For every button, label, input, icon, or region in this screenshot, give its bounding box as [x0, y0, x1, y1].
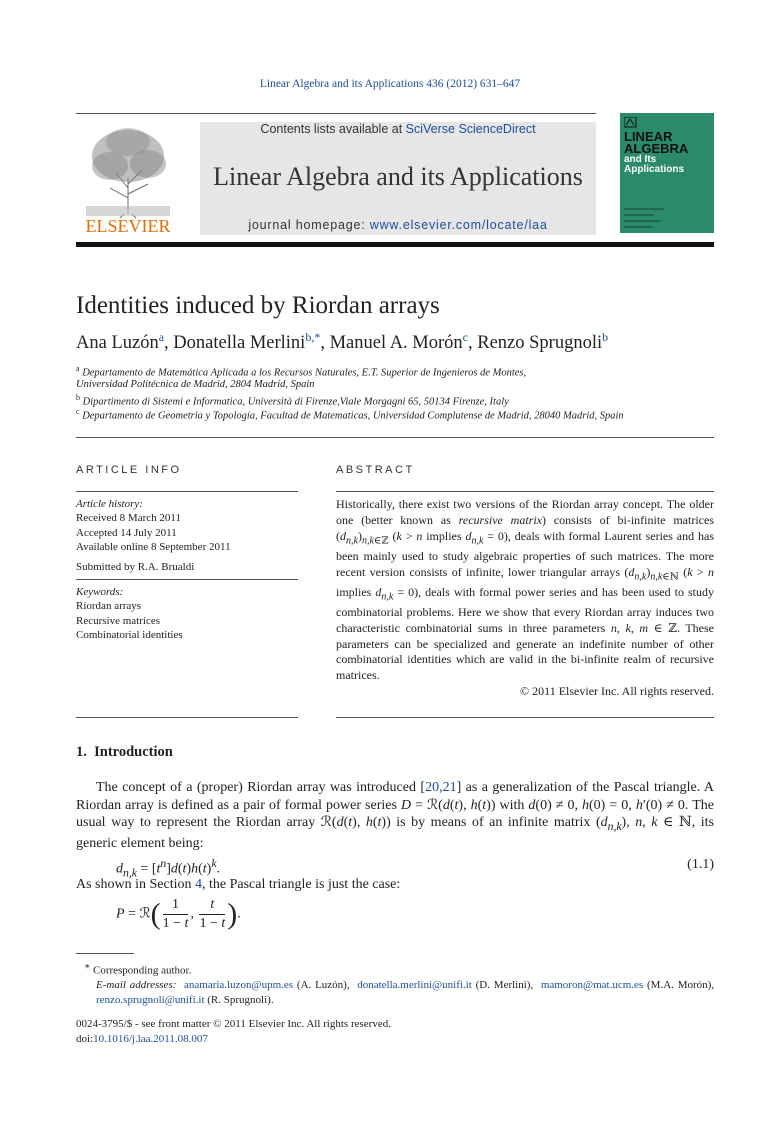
- email-addresses: E-mail addresses: anamaria.luzon@upm.es (A. Luzón), donatella.merlini@unifi.it (D. Merlini), mamoron@mat.ucm.es (M.A. Morón), renzo.sprugnoli@unifi.it (R. Sprugnoli).: [96, 979, 715, 1006]
- journal-reference[interactable]: Linear Algebra and its Applications 436 (2012) 631–647: [259, 78, 521, 90]
- article-history: [76, 497, 231, 574]
- journal-title: Linear Algebra and its Applications: [213, 162, 583, 191]
- issn-line: 0024-3795/$ - see front matter © 2011 Elsevier Inc. All rights reserved.: [76, 1018, 391, 1030]
- keyword-item: Combinatorial identities: [76, 628, 183, 641]
- abstract-heading: ABSTRACT: [336, 464, 415, 476]
- contents-line: Contents lists available at SciVerse ScienceDirect: [260, 122, 536, 136]
- doi-link[interactable]: 10.1016/j.laa.2011.08.007: [93, 1032, 208, 1045]
- header-rule: [76, 113, 596, 114]
- affiliation-mark[interactable]: c: [462, 330, 468, 344]
- front-matter: [76, 1017, 391, 1046]
- submitted-by: Submitted by R.A. Brualdi: [76, 561, 195, 574]
- author-name: Donatella Merlini: [173, 333, 306, 354]
- equation-1-1: $d_{n,k} = [t^n]d(t)h(t)^k$. (1.1): [116, 857, 714, 880]
- email-link[interactable]: mamoron@mat.ucm.es: [540, 979, 644, 992]
- cover-subtitle: and Its: [624, 154, 657, 165]
- keywords-label: Keywords:: [76, 586, 124, 598]
- section-link[interactable]: 4: [195, 877, 202, 892]
- article-title: Identities induced by Riordan arrays: [76, 292, 440, 319]
- received-date: Received 8 March 2011: [76, 512, 181, 525]
- section-title: 1. Introduction: [76, 744, 173, 760]
- cover-subtitle-2: Applications: [624, 164, 685, 175]
- keyword-item: Riordan arrays: [76, 600, 142, 613]
- affiliation-rule: [76, 437, 714, 438]
- info-rule: [76, 717, 298, 718]
- affiliation-c: $^c$ Departamento de Geometria y Topología, Facultad de Matematicas, Universidad Complutense de Madrid, 28040 Madrid, Spain: [76, 407, 624, 422]
- info-rule: [76, 491, 298, 492]
- accepted-date: Accepted 14 July 2011: [76, 526, 177, 539]
- affiliation-b: $^b$ Dipartimento di Sistemi e Informatica, Università di Firenze,Viale Morgagni 65, 50134 Firenze, Italy: [76, 393, 509, 408]
- abstract-rule: [336, 491, 714, 492]
- journal-cover: [620, 113, 714, 233]
- section-body-continued: As shown in Section 4, the Pascal triangle is just the case:: [76, 877, 401, 892]
- cover-fineprint-icon: [624, 205, 684, 229]
- journal-masthead: [200, 122, 596, 235]
- cover-emblem-icon: [624, 117, 638, 129]
- citation-link[interactable]: 20,21: [425, 780, 457, 795]
- author-list: Ana Luzón$^a$, Donatella Merlini$^{b,*}$, Manuel A. Morón$^c$, Renzo Sprugnoli$^b$: [76, 330, 609, 354]
- affiliation-a-line2: Universidad Politécnica de Madrid, 2804 Madrid, Spain: [76, 379, 315, 390]
- author-name: Ana Luzón: [76, 333, 159, 354]
- abstract-copyright: © 2011 Elsevier Inc. All rights reserved.: [520, 683, 714, 698]
- elsevier-wordmark: ELSEVIER: [85, 216, 171, 236]
- affiliation-a: $^a$ Departamento de Matemática Aplicada a los Recursos Naturales, E.T. Superior de Ingenieros de Montes,: [76, 364, 527, 379]
- affiliation-mark[interactable]: a: [158, 330, 165, 344]
- history-label: Article history:: [76, 498, 143, 510]
- cover-title: LINEAR: [624, 129, 673, 144]
- header-thick-rule: [76, 242, 714, 247]
- doi-line: doi:10.1016/j.laa.2011.08.007: [76, 1032, 208, 1045]
- equation-pascal: P = ℛ( $\frac{1}{1 - t}$ , $\frac{t}{1 - t}$ ).: [116, 897, 241, 931]
- footnotes: [76, 959, 714, 1007]
- abstract-rule: [336, 717, 714, 718]
- info-rule: [76, 579, 298, 580]
- affiliation-mark[interactable]: b,*: [305, 330, 321, 344]
- author-name: Renzo Sprugnoli: [477, 333, 603, 354]
- email-link[interactable]: donatella.merlini@unifi.it: [357, 979, 472, 992]
- homepage-link[interactable]: www.elsevier.com/locate/laa: [369, 218, 548, 232]
- email-link[interactable]: anamaria.luzon@upm.es: [184, 979, 294, 992]
- sciencedirect-link[interactable]: SciVerse ScienceDirect: [405, 122, 536, 136]
- equation-number: (1.1): [687, 857, 714, 872]
- elsevier-logo: [76, 118, 180, 238]
- section-body: The concept of a (proper) Riordan array was introduced [20,21] as a generalization of the Pascal triangle. A Riordan array is defined as a pair of formal power series D = ℛ(d(t), h(t)) with d(0) ≠ 0, h(0) = 0, h′(0) ≠ 0. The usual way to represent the Riordan array ℛ(d(t), h(t)) is by means of an infinite matrix $(d_{n,k})$, n, k ∈ ℕ, its generic element being:: [76, 780, 714, 852]
- online-date: Available online 8 September 2011: [76, 540, 231, 553]
- email-link[interactable]: renzo.sprugnoli@unifi.it: [96, 993, 205, 1006]
- author-name: Manuel A. Morón: [329, 333, 463, 354]
- keyword-item: Recursive matrices: [76, 614, 160, 627]
- affiliation-mark[interactable]: b: [602, 330, 609, 344]
- abstract-body: Historically, there exist two versions of the Riordan array concept. The older one (better known as recursive matrix) consists of bi-infinite matrices $(d_{n,k})_{n,k\in ℤ}$ (k > n implies $d_{n,k} = 0$), deals with formal Laurent series and has been mainly used to study algebraic properties of such matrices. The more recent version consists of infinite, lower triangular arrays $(d_{n,k})_{n,k\in ℕ}$ (k > n implies $d_{n,k} = 0$), deals with formal power series and has been used to study combinatorial problems. Here we show that every Riordan array induces two characteristic combinatorial sums in three parameters n, k, m ∈ ℤ. These parameters can be specialized and generate an indefinite number of other combinatorial identities which are valid in the bi-infinite realm of recursive matrices. © 2011 Elsevier Inc. All rights reserved.: [336, 497, 715, 698]
- cover-title-2: ALGEBRA: [624, 141, 689, 156]
- corresponding-author-note: ∗ Corresponding author.: [84, 961, 192, 977]
- keywords: [76, 585, 183, 642]
- article-info-heading: ARTICLE INFO: [76, 464, 182, 476]
- footnote-rule: [76, 953, 134, 954]
- elsevier-tree-icon: [76, 118, 180, 238]
- homepage-line: journal homepage: www.elsevier.com/locate/laa: [248, 218, 548, 232]
